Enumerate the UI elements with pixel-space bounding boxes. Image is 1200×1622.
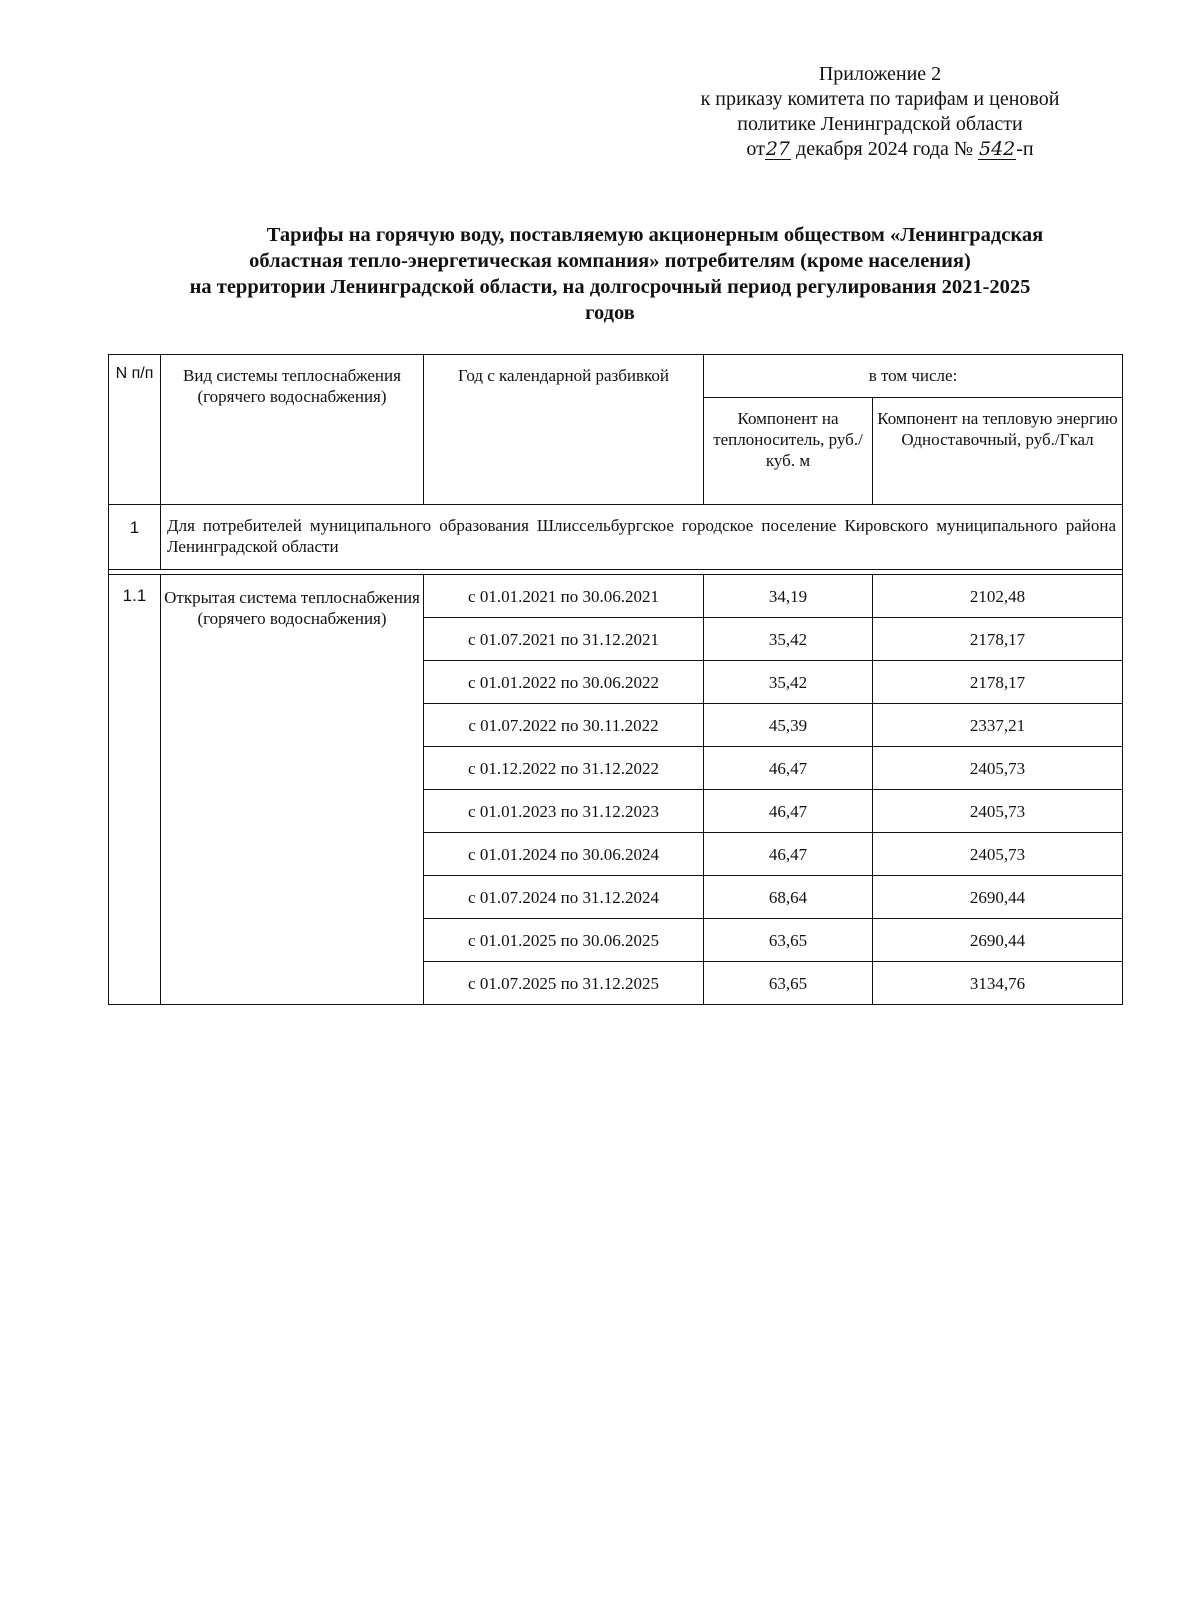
date-middle: декабря 2024 года № (796, 138, 973, 160)
appendix-header (640, 62, 1120, 162)
energy-cell: 2178,17 (873, 661, 1123, 704)
header-energy (873, 398, 1123, 505)
period-cell: с 01.07.2021 по 31.12.2021 (424, 618, 704, 661)
section-text-label: Для потребителей муниципального образования Шлиссельбургское городское поселение Кировского муниципального района Ленинградской области (167, 516, 1116, 556)
carrier-cell: 34,19 (704, 575, 873, 618)
title-line-1: Тарифы на горячую воду, поставляемую акционерным обществом «Ленинградская (266, 224, 1044, 246)
carrier-cell: 46,47 (704, 790, 873, 833)
period-cell: с 01.07.2022 по 30.11.2022 (424, 704, 704, 747)
header-energy-label: Компонент на тепловую энергию Одноставочный, руб./Гкал (877, 409, 1118, 449)
date-prefix: от (746, 138, 765, 160)
document-title (100, 222, 1120, 326)
data-body (109, 575, 1123, 1005)
period-cell: с 01.07.2024 по 31.12.2024 (424, 876, 704, 919)
title-line-4: годов (585, 302, 635, 324)
section-num (109, 505, 161, 570)
section-row (109, 505, 1123, 570)
period-cell: с 01.01.2021 по 30.06.2021 (424, 575, 704, 618)
handwritten-number: 542 (979, 138, 1016, 160)
section-num-label: 1 (129, 518, 140, 537)
title-line-2: областная тепло-энергетическая компания» потребителям (кроме населения) (249, 250, 971, 272)
appendix-line-3: политике Ленинградской области (737, 113, 1023, 135)
carrier-cell: 46,47 (704, 833, 873, 876)
energy-cell: 2405,73 (873, 747, 1123, 790)
energy-cell: 3134,76 (873, 962, 1123, 1005)
group-num: 1.1 (109, 575, 161, 1005)
period-cell: с 01.01.2024 по 30.06.2024 (424, 833, 704, 876)
energy-cell: 2178,17 (873, 618, 1123, 661)
header-period-label: Год с календарной разбивкой (457, 366, 670, 385)
energy-cell: 2102,48 (873, 575, 1123, 618)
period-cell: с 01.12.2022 по 31.12.2022 (424, 747, 704, 790)
carrier-cell: 45,39 (704, 704, 873, 747)
energy-cell: 2405,73 (873, 833, 1123, 876)
title-line-3: на территории Ленинградской области, на долгосрочный период регулирования 2021-2025 (189, 276, 1031, 298)
energy-cell: 2337,21 (873, 704, 1123, 747)
header-system (161, 355, 424, 505)
period-cell: с 01.01.2025 по 30.06.2025 (424, 919, 704, 962)
handwritten-day: 27 (765, 138, 791, 160)
period-cell: с 01.07.2025 по 31.12.2025 (424, 962, 704, 1005)
appendix-line-2: к приказу комитета по тарифам и ценовой (700, 88, 1060, 110)
energy-cell: 2690,44 (873, 919, 1123, 962)
header-num (109, 355, 161, 505)
period-cell: с 01.01.2023 по 31.12.2023 (424, 790, 704, 833)
header-including-label: в том числе: (868, 366, 958, 385)
section-text (161, 505, 1123, 570)
appendix-line-1: Приложение 2 (818, 63, 942, 85)
group-system: Открытая система теплоснабжения (горячего водоснабжения) (161, 575, 424, 1005)
carrier-cell: 63,65 (704, 962, 873, 1005)
header-row (109, 355, 1123, 398)
table-row (109, 575, 1123, 618)
period-cell: с 01.01.2022 по 30.06.2022 (424, 661, 704, 704)
header-period (424, 355, 704, 505)
tariff-table (108, 354, 1123, 1005)
carrier-cell: 68,64 (704, 876, 873, 919)
carrier-cell: 46,47 (704, 747, 873, 790)
header-carrier (704, 398, 873, 505)
header-including (704, 355, 1123, 398)
carrier-cell: 63,65 (704, 919, 873, 962)
header-num-label: N п/п (115, 365, 154, 382)
carrier-cell: 35,42 (704, 661, 873, 704)
energy-cell: 2405,73 (873, 790, 1123, 833)
header-system-label: Вид системы теплоснабжения (горячего водоснабжения) (183, 366, 401, 406)
carrier-cell: 35,42 (704, 618, 873, 661)
appendix-date-line (650, 137, 1130, 162)
number-suffix: -п (1016, 138, 1034, 160)
header-carrier-label: Компонент на теплоноситель, руб./куб. м (713, 409, 863, 470)
energy-cell: 2690,44 (873, 876, 1123, 919)
